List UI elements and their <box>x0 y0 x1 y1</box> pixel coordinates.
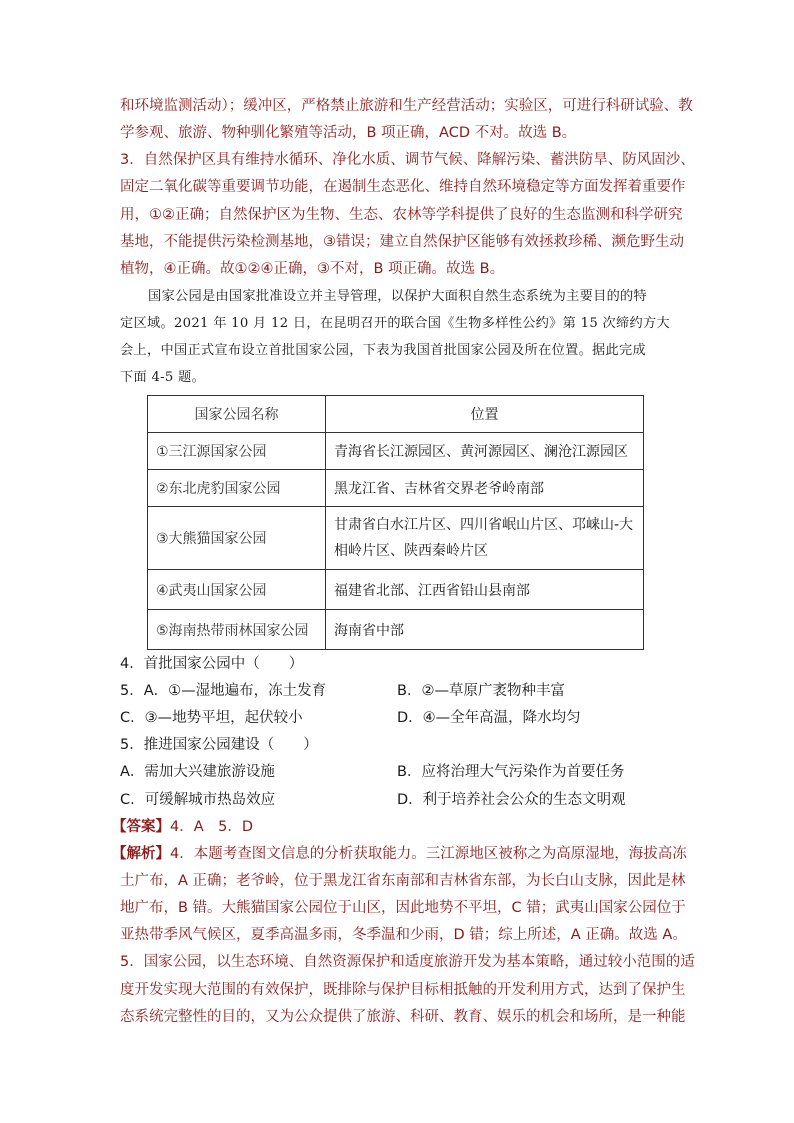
table-row <box>148 610 644 650</box>
passage-line-1: 国家公园是由国家批准设立并主导管理，以保护大面积自然生态系统为主要目的的特 <box>148 289 648 304</box>
table-header-row <box>148 396 644 433</box>
national-parks-table <box>147 395 644 650</box>
analysis-line-7: 态系统完整性的目的，又为公众提供了旅游、科研、教育、娱乐的机会和场所，是一种能 <box>120 1009 686 1025</box>
analysis-line-1 <box>112 844 687 864</box>
park-name: ③大熊猫国家公园 <box>148 507 326 570</box>
question-4-option-d: D．④—全年高温，降水均匀 <box>397 710 581 726</box>
park-location: 青海省长江源园区、黄河源园区、澜沧江源园区 <box>326 433 644 470</box>
passage-line-2: 定区域。2021 年 10 月 12 日，在昆明召开的联合国《生物多样性公约》第 15 次缔约方大 <box>120 316 670 331</box>
park-location: 福建省北部、江西省铅山县南部 <box>326 570 644 610</box>
question-4-option-a: 5．A．①—湿地遍布，冻土发育 <box>120 683 327 699</box>
answer-text: 4．A 5．D <box>170 819 254 835</box>
answer-line <box>112 817 253 837</box>
park-location <box>326 507 644 570</box>
analysis-line-4: 亚热带季风气候区，夏季高温多雨，冬季温和少雨，D 错；综上所述，A 正确。故选 A。 <box>120 927 687 943</box>
explanation-line-3: 3．自然保护区具有维持水循环、净化水质、调节气候、降解污染、蓄洪防旱、防风固沙、 <box>120 152 695 168</box>
park-name: ⑤海南热带雨林国家公园 <box>148 610 326 650</box>
explanation-line-4: 固定二氧化碳等重要调节功能，在遏制生态恶化、维持自然环境稳定等方面发挥着重要作 <box>120 179 686 195</box>
analysis-line-5: 5．国家公园，以生态环境、自然资源保护和适度旅游开发为基本策略，通过较小范围的适 <box>120 954 695 970</box>
analysis-line-2: 土广布，A 正确；老爷岭，位于黑龙江省东南部和吉林省东部，为长白山支脉，因此是林 <box>120 873 686 889</box>
table-row <box>148 470 644 507</box>
question-5-stem: 5．推进国家公园建设（ ） <box>120 737 318 753</box>
park-name: ④武夷山国家公园 <box>148 570 326 610</box>
table-row <box>148 570 644 610</box>
question-5-option-c: C．可缓解城市热岛效应 <box>120 792 276 808</box>
header-park-name: 国家公园名称 <box>148 396 326 433</box>
question-4-option-c: C．③—地势平坦，起伏较小 <box>120 710 303 726</box>
analysis-line-6: 度开发实现大范围的有效保护，既排除与保护目标相抵触的开发利用方式，达到了保护生 <box>120 982 686 998</box>
question-4-stem: 4．首批国家公园中（ ） <box>120 656 304 672</box>
park-location: 海南省中部 <box>326 610 644 650</box>
analysis-first-text: 4．本题考查图文信息的分析获取能力。三江源地区被称之为高原湿地，海拔高冻 <box>170 846 687 862</box>
explanation-line-1: 和环境监测活动）；缓冲区，严格禁止旅游和生产经营活动；实验区，可进行科研试验、教 <box>120 98 693 114</box>
explanation-line-5: 用，①②正确；自然保护区为生物、生态、农林等学科提供了良好的生态监测和科学研究 <box>120 207 683 223</box>
explanation-line-7: 植物，④正确。故①②④正确，③不对，B 项正确。故选 B。 <box>120 261 505 277</box>
question-4-option-b: B．②—草原广袤物种丰富 <box>397 683 565 699</box>
question-5-option-d: D．利于培养社会公众的生态文明观 <box>397 792 626 808</box>
park-name: ②东北虎豹国家公园 <box>148 470 326 507</box>
answer-label: 【答案】 <box>112 819 170 835</box>
table-row <box>148 507 644 570</box>
header-location: 位置 <box>326 396 644 433</box>
park-location-line-2: 相岭片区、陕西秦岭片区 <box>334 543 488 559</box>
analysis-label: 【解析】 <box>112 846 170 862</box>
passage-line-3: 会上，中国正式宣布设立首批国家公园，下表为我国首批国家公园及所在位置。据此完成 <box>120 343 647 358</box>
question-5-option-a: A．需加大兴建旅游设施 <box>120 764 275 780</box>
park-location-line-1: 甘肃省白水江片区、四川省岷山片区、邛崃山-大 <box>334 517 634 533</box>
question-5-option-b: B．应将治理大气污染作为首要任务 <box>397 764 625 780</box>
park-name: ①三江源国家公园 <box>148 433 326 470</box>
passage-line-4: 下面 4-5 题。 <box>120 370 206 385</box>
park-location: 黑龙江省、吉林省交界老爷岭南部 <box>326 470 644 507</box>
explanation-line-2: 学参观、旅游、物种驯化繁殖等活动，B 项正确，ACD 不对。故选 B。 <box>120 125 577 141</box>
table-row <box>148 433 644 470</box>
analysis-line-3: 地广布，B 错。大熊猫国家公园位于山区，因此地势不平坦，C 错；武夷山国家公园位于 <box>120 900 686 916</box>
explanation-line-6: 基地，不能提供污染检测基地，③错误；建立自然保护区能够有效拯救珍稀、濒危野生动 <box>120 234 684 250</box>
